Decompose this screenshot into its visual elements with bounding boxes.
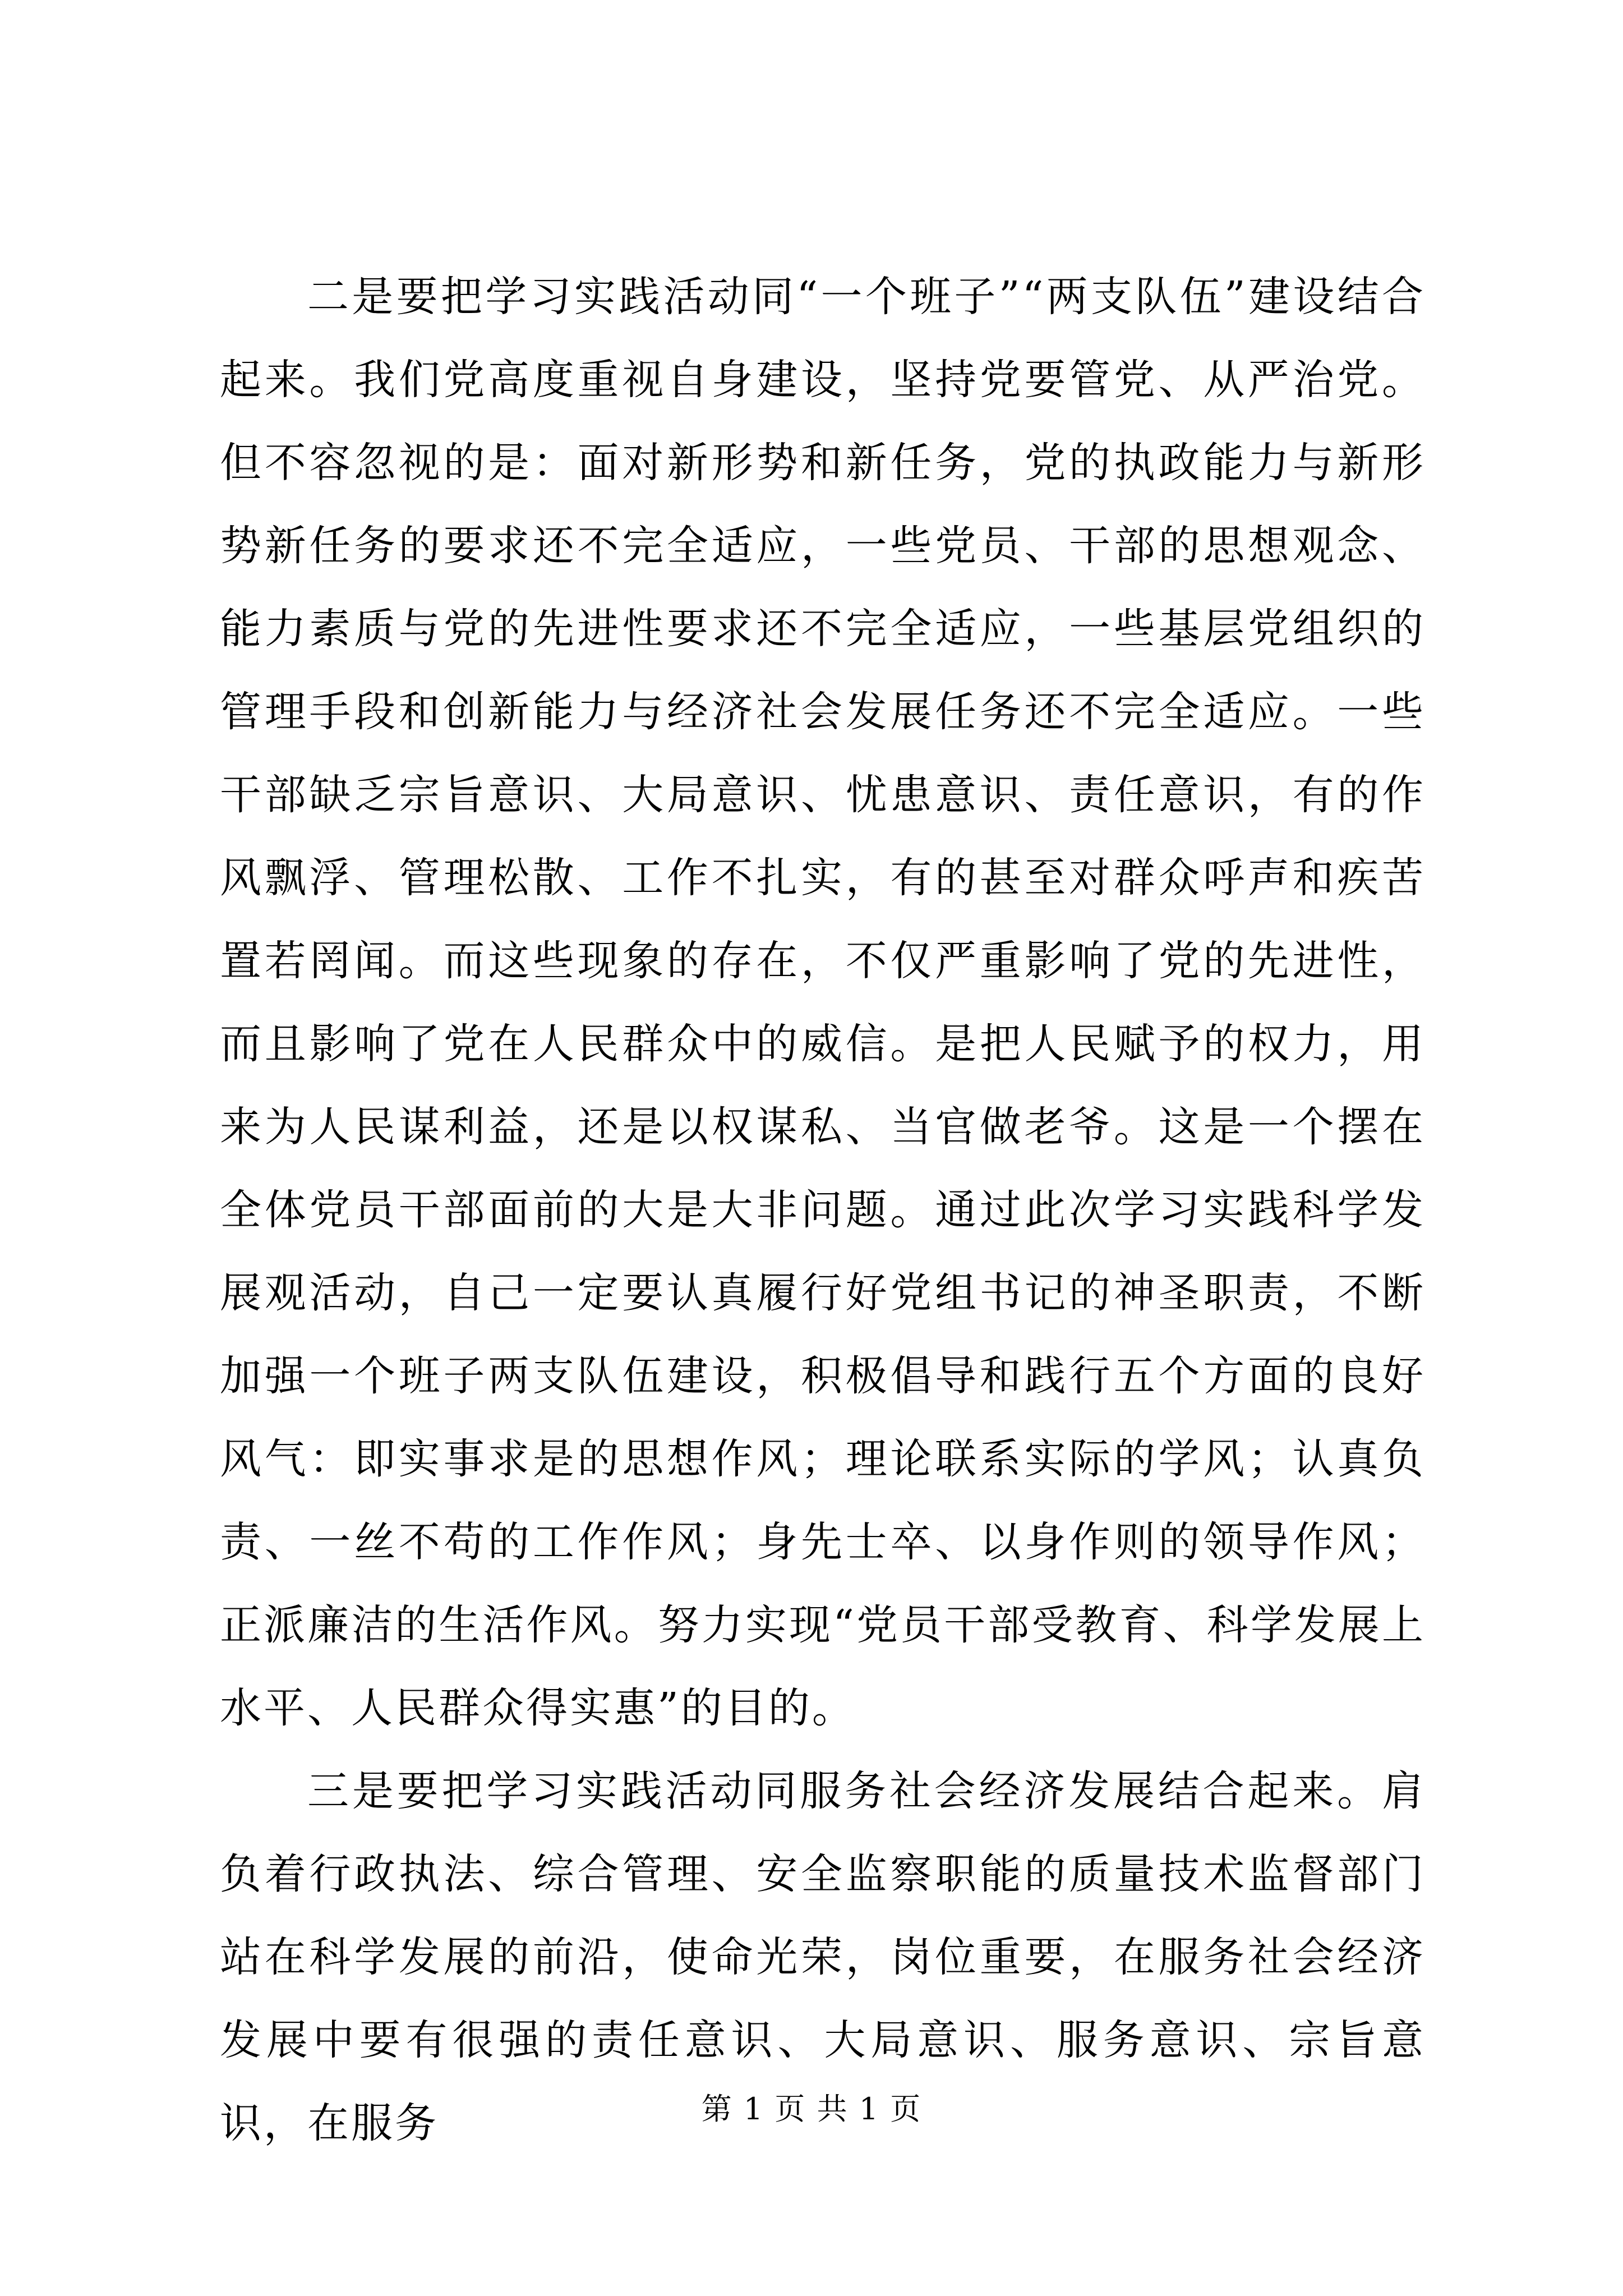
page-number-footer: 第 1 页 共 1 页 [701, 2091, 922, 2127]
paragraph-2: 三是要把学习实践活动同服务社会经济发展结合起来。肩负着行政执法、综合管理、安全监察职能的质量技术监督部门站在科学发展的前沿，使命光荣，岗位重要，在服务社会经济发展中要有很强的责任意识、大局意识、服务意识、宗旨意识，在服务 [220, 1767, 1426, 2147]
document-body [220, 255, 1426, 2165]
paragraph-1: 二是要把学习实践活动同“一个班子”“两支队伍”建设结合起来。我们党高度重视自身建设，坚持党要管党、从严治党。但不容忽视的是：面对新形势和新任务，党的执政能力与新形势新任务的要求还不完全适应，一些党员、干部的思想观念、能力素质与党的先进性要求还不完全适应，一些基层党组织的管理手段和创新能力与经济社会发展任务还不完全适应。一些干部缺乏宗旨意识、大局意识、忧患意识、责任意识，有的作风飘浮、管理松散、工作不扎实，有的甚至对群众呼声和疾苦置若罔闻。而这些现象的存在，不仅严重影响了党的先进性，而且影响了党在人民群众中的威信。是把人民赋予的权力，用来为人民谋利益，还是以权谋私、当官做老爷。这是一个摆在全体党员干部面前的大是大非问题。通过此次学习实践科学发展观活动，自己一定要认真履行好党组书记的神圣职责，不断加强一个班子两支队伍建设，积极倡导和践行五个方面的良好风气：即实事求是的思想作风；理论联系实际的学风；认真负责、一丝不苟的工作作风；身先士卒、以身作则的领导作风；正派廉洁的生活作风。努力实现“党员干部受教育、科学发展上水平、人民群众得实惠”的目的。 [220, 273, 1426, 1732]
